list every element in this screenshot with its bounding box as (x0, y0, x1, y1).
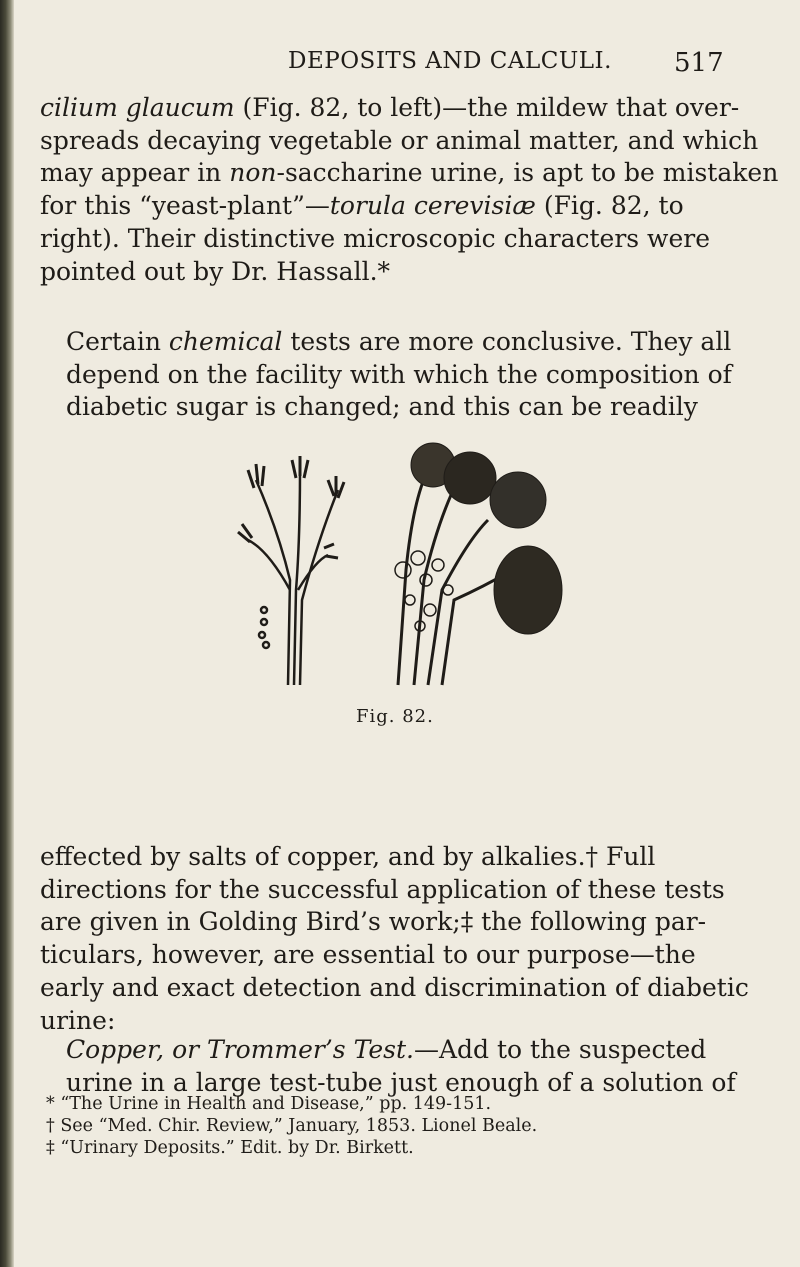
text-run: for this “yeast-plant”— (40, 191, 330, 221)
text-line: early and exact detection and discrimination of diabetic (40, 972, 749, 1002)
text-line: urine in a large test-tube just enough of a solution of (66, 1067, 736, 1097)
figure-caption: Fig. 82. (356, 706, 434, 727)
page-number: 517 (674, 48, 724, 78)
torula-cerevisiae-drawing (395, 443, 562, 685)
book-page (28, 0, 800, 1267)
text-run: may appear in (40, 158, 230, 188)
text-line (40, 1034, 740, 1067)
text-line: urine: (40, 1005, 116, 1035)
footnotes (46, 1093, 766, 1159)
text-run: tests are more conclusive. They all (282, 327, 732, 356)
text-line: ticulars, however, are essential to our purpose—the (40, 940, 696, 970)
text-run: (Fig. 82, to (535, 191, 684, 221)
penicillium-glaucum-drawing (238, 456, 344, 685)
running-head-title: DEPOSITS AND CALCULI. (288, 48, 612, 74)
text-line (40, 190, 740, 223)
text-run: -saccharine urine, is apt to be mistaken (276, 158, 779, 188)
footnote: * “The Urine in Health and Disease,” pp. 149-151. (46, 1094, 492, 1114)
paragraph-1 (40, 92, 779, 288)
text-line: directions for the successful application of these tests (40, 874, 725, 904)
paragraph-4 (40, 1034, 740, 1099)
text-line (40, 326, 740, 359)
text-line (40, 157, 779, 190)
text-line: right). Their distinctive microscopic characters were (40, 223, 710, 253)
footnote: ‡ “Urinary Deposits.” Edit. by Dr. Birkett. (46, 1138, 414, 1158)
text-run: Certain (66, 327, 169, 356)
text-line (40, 92, 740, 125)
footnote: † See “Med. Chir. Review,” January, 1853. Lionel Beale. (46, 1116, 538, 1136)
paragraph-3 (40, 841, 749, 1037)
text-line: depend on the facility with which the composition of (66, 359, 732, 389)
text-run: —Add to the suspected (413, 1035, 707, 1064)
figure-82-illustration (228, 440, 568, 690)
paragraph-2 (40, 326, 740, 424)
running-head (28, 44, 768, 80)
italic-term: non (229, 158, 277, 188)
italic-term: cilium glaucum (40, 93, 235, 122)
text-line: pointed out by Dr. Hassall.* (40, 256, 391, 286)
text-line: diabetic sugar is changed; and this can be readily (66, 392, 698, 422)
text-run: (Fig. 82, to left)—the mildew that over- (234, 93, 740, 122)
italic-heading: Copper, or Trommer’s Test. (66, 1035, 414, 1064)
book-spine-shadow (0, 0, 14, 1267)
italic-term: chemical (168, 327, 283, 356)
text-line: spreads decaying vegetable or animal matter, and which (40, 125, 759, 155)
italic-term: torula cerevisiæ (329, 191, 536, 221)
text-line: are given in Golding Bird’s work;‡ the following par- (40, 907, 707, 937)
text-line: effected by salts of copper, and by alkalies.† Full (40, 842, 656, 871)
